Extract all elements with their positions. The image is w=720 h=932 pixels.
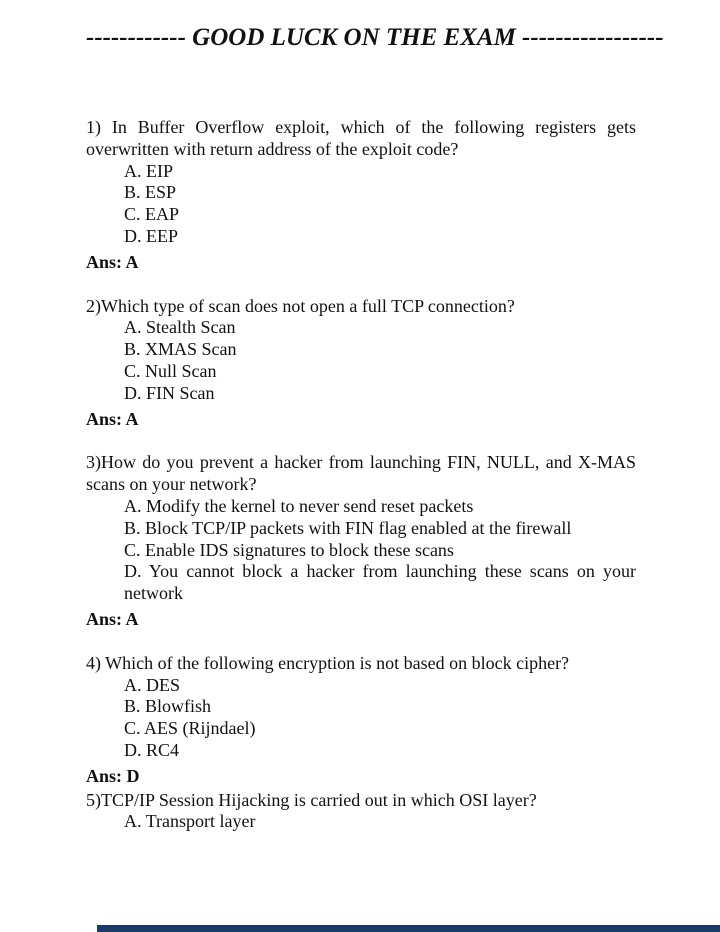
question-block-1 (86, 117, 636, 274)
question-text: 1) In Buffer Overflow exploit, which of the following registers gets overwritten with return address of the exploit code? (86, 117, 636, 159)
option-item: B. ESP (124, 182, 177, 203)
option-item: C. Enable IDS signatures to block these scans (124, 539, 454, 560)
option-item: C. EAP (124, 204, 180, 225)
answer-text: Ans: A (86, 608, 139, 629)
options-list (124, 496, 636, 605)
answer-text: Ans: A (86, 251, 139, 272)
options-list (124, 811, 636, 833)
option-item: B. XMAS Scan (124, 339, 237, 360)
question-text: 4) Which of the following encryption is not based on block cipher? (86, 652, 570, 673)
question-block-5 (86, 790, 636, 834)
option-item: A. Stealth Scan (124, 317, 236, 338)
option-item: B. Block TCP/IP packets with FIN flag enabled at the firewall (124, 517, 572, 538)
answer-text: Ans: D (86, 765, 140, 786)
option-item: D. FIN Scan (124, 382, 215, 403)
option-item: A. EIP (124, 160, 173, 181)
question-text: 3)How do you prevent a hacker from launching FIN, NULL, and X-MAS scans on your network? (86, 452, 636, 495)
footer-bar (97, 925, 720, 932)
option-item: D. EEP (124, 225, 178, 246)
option-item: C. AES (Rijndael) (124, 718, 256, 739)
option-item: A. Modify the kernel to never send reset packets (124, 495, 474, 516)
option-item: D. You cannot block a hacker from launching these scans on your network (124, 561, 636, 604)
options-list (124, 161, 636, 248)
question-block-2 (86, 296, 636, 431)
question-text: 5)TCP/IP Session Hijacking is carried out in which OSI layer? (86, 789, 537, 810)
option-item: C. Null Scan (124, 360, 217, 381)
options-list (124, 675, 636, 762)
question-block-3 (86, 452, 636, 630)
page-content (86, 0, 664, 833)
options-list (124, 317, 636, 404)
option-item: D. RC4 (124, 739, 180, 760)
option-item: A. Transport layer (124, 811, 256, 832)
answer-text: Ans: A (86, 408, 139, 429)
question-text: 2)Which type of scan does not open a full TCP connection? (86, 295, 515, 316)
question-block-4 (86, 653, 636, 788)
option-item: B. Blowfish (124, 696, 212, 717)
option-item: A. DES (124, 674, 181, 695)
page-title: ------------ GOOD LUCK ON THE EXAM ----------------- (86, 24, 664, 51)
